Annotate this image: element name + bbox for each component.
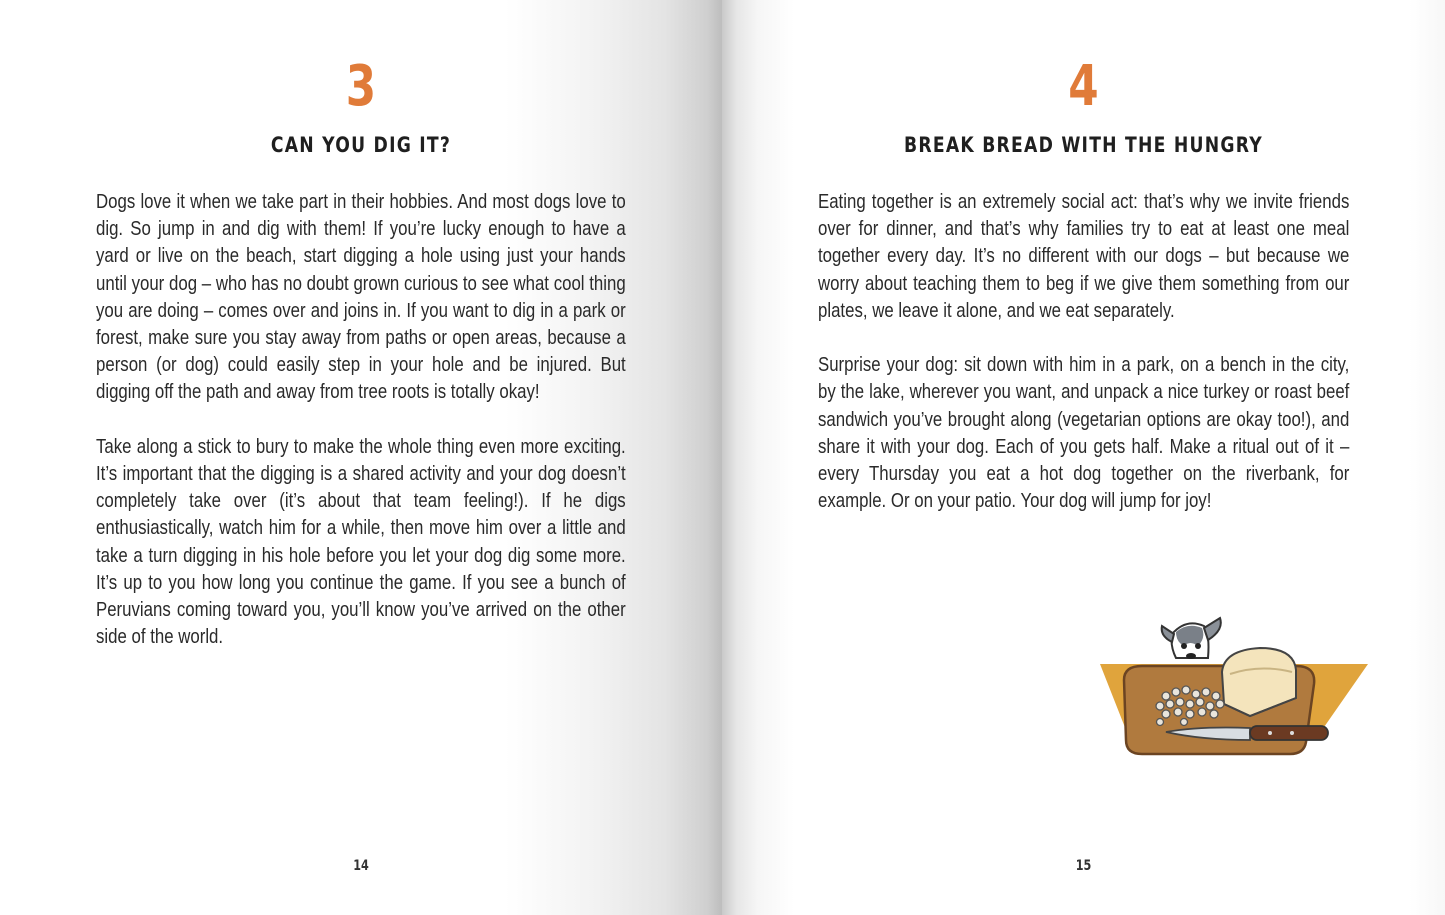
page-number: 15: [1075, 858, 1092, 874]
right-page: [722, 0, 1445, 915]
paragraph: Surprise your dog: sit down with him in a park, on a bench in the city, by the lake, wherever you want, and unpack a nice turkey or roast beef sandwich you’ve brought along (vegetarian options are okay too!), and share it with your dog. Each of you gets half. Make a ritual out of it – every Thursday you eat a hot dog together on the riverbank, for example. Or on your patio. Your dog will jump for joy!: [818, 353, 1350, 513]
dog-head: [1162, 618, 1221, 659]
chapter-number: 4: [1068, 54, 1099, 119]
paragraph: Take along a stick to bury to make the whole thing even more exciting. It’s important that the digging is a shared activity and your dog doesn’t completely take over (it’s about that team feeling!). If he digs enthusiastically, watch him for a while, then move him over a little and take a turn digging in his hole before you let your dog dig some more. It’s up to you how long you continue the game. If you see a bunch of Peruvians coming toward you, you’ll know you’ve arrived on the other side of the world.: [96, 434, 626, 649]
body-text: [818, 188, 1349, 542]
paragraph: Eating together is an extremely social act: that’s why we invite friends over for dinner, and that’s why families try to eat at least one meal together every day. It’s no different with our dogs – but because we worry about teaching them to beg if we give them something from our plates, we leave it alone, and we eat separately.: [818, 190, 1350, 322]
left-page: [0, 0, 722, 915]
chapter-number: 3: [345, 54, 377, 119]
page-number: 14: [353, 858, 369, 874]
chapter-title: CAN YOU DIG IT?: [270, 133, 452, 157]
dog-peeking-over-cutting-board-icon: [1100, 612, 1372, 760]
body-text: [96, 188, 626, 678]
paragraph: Dogs love it when we take part in their hobbies. And most dogs love to dig. So jump in and dig with them! If you’re lucky enough to have a yard or live on the beach, start digging a hole using just your hands until your dog – who has no doubt grown curious to see what cool thing you are doing – comes over and joins in. If you want to dig in a park or forest, make sure you stay away from paths or open areas, because a person (or dog) could easily step in your hole and be injured. But digging off the path and away from tree roots is totally okay!: [96, 190, 626, 404]
chapter-title: BREAK BREAD WITH THE HUNGRY: [903, 133, 1263, 157]
